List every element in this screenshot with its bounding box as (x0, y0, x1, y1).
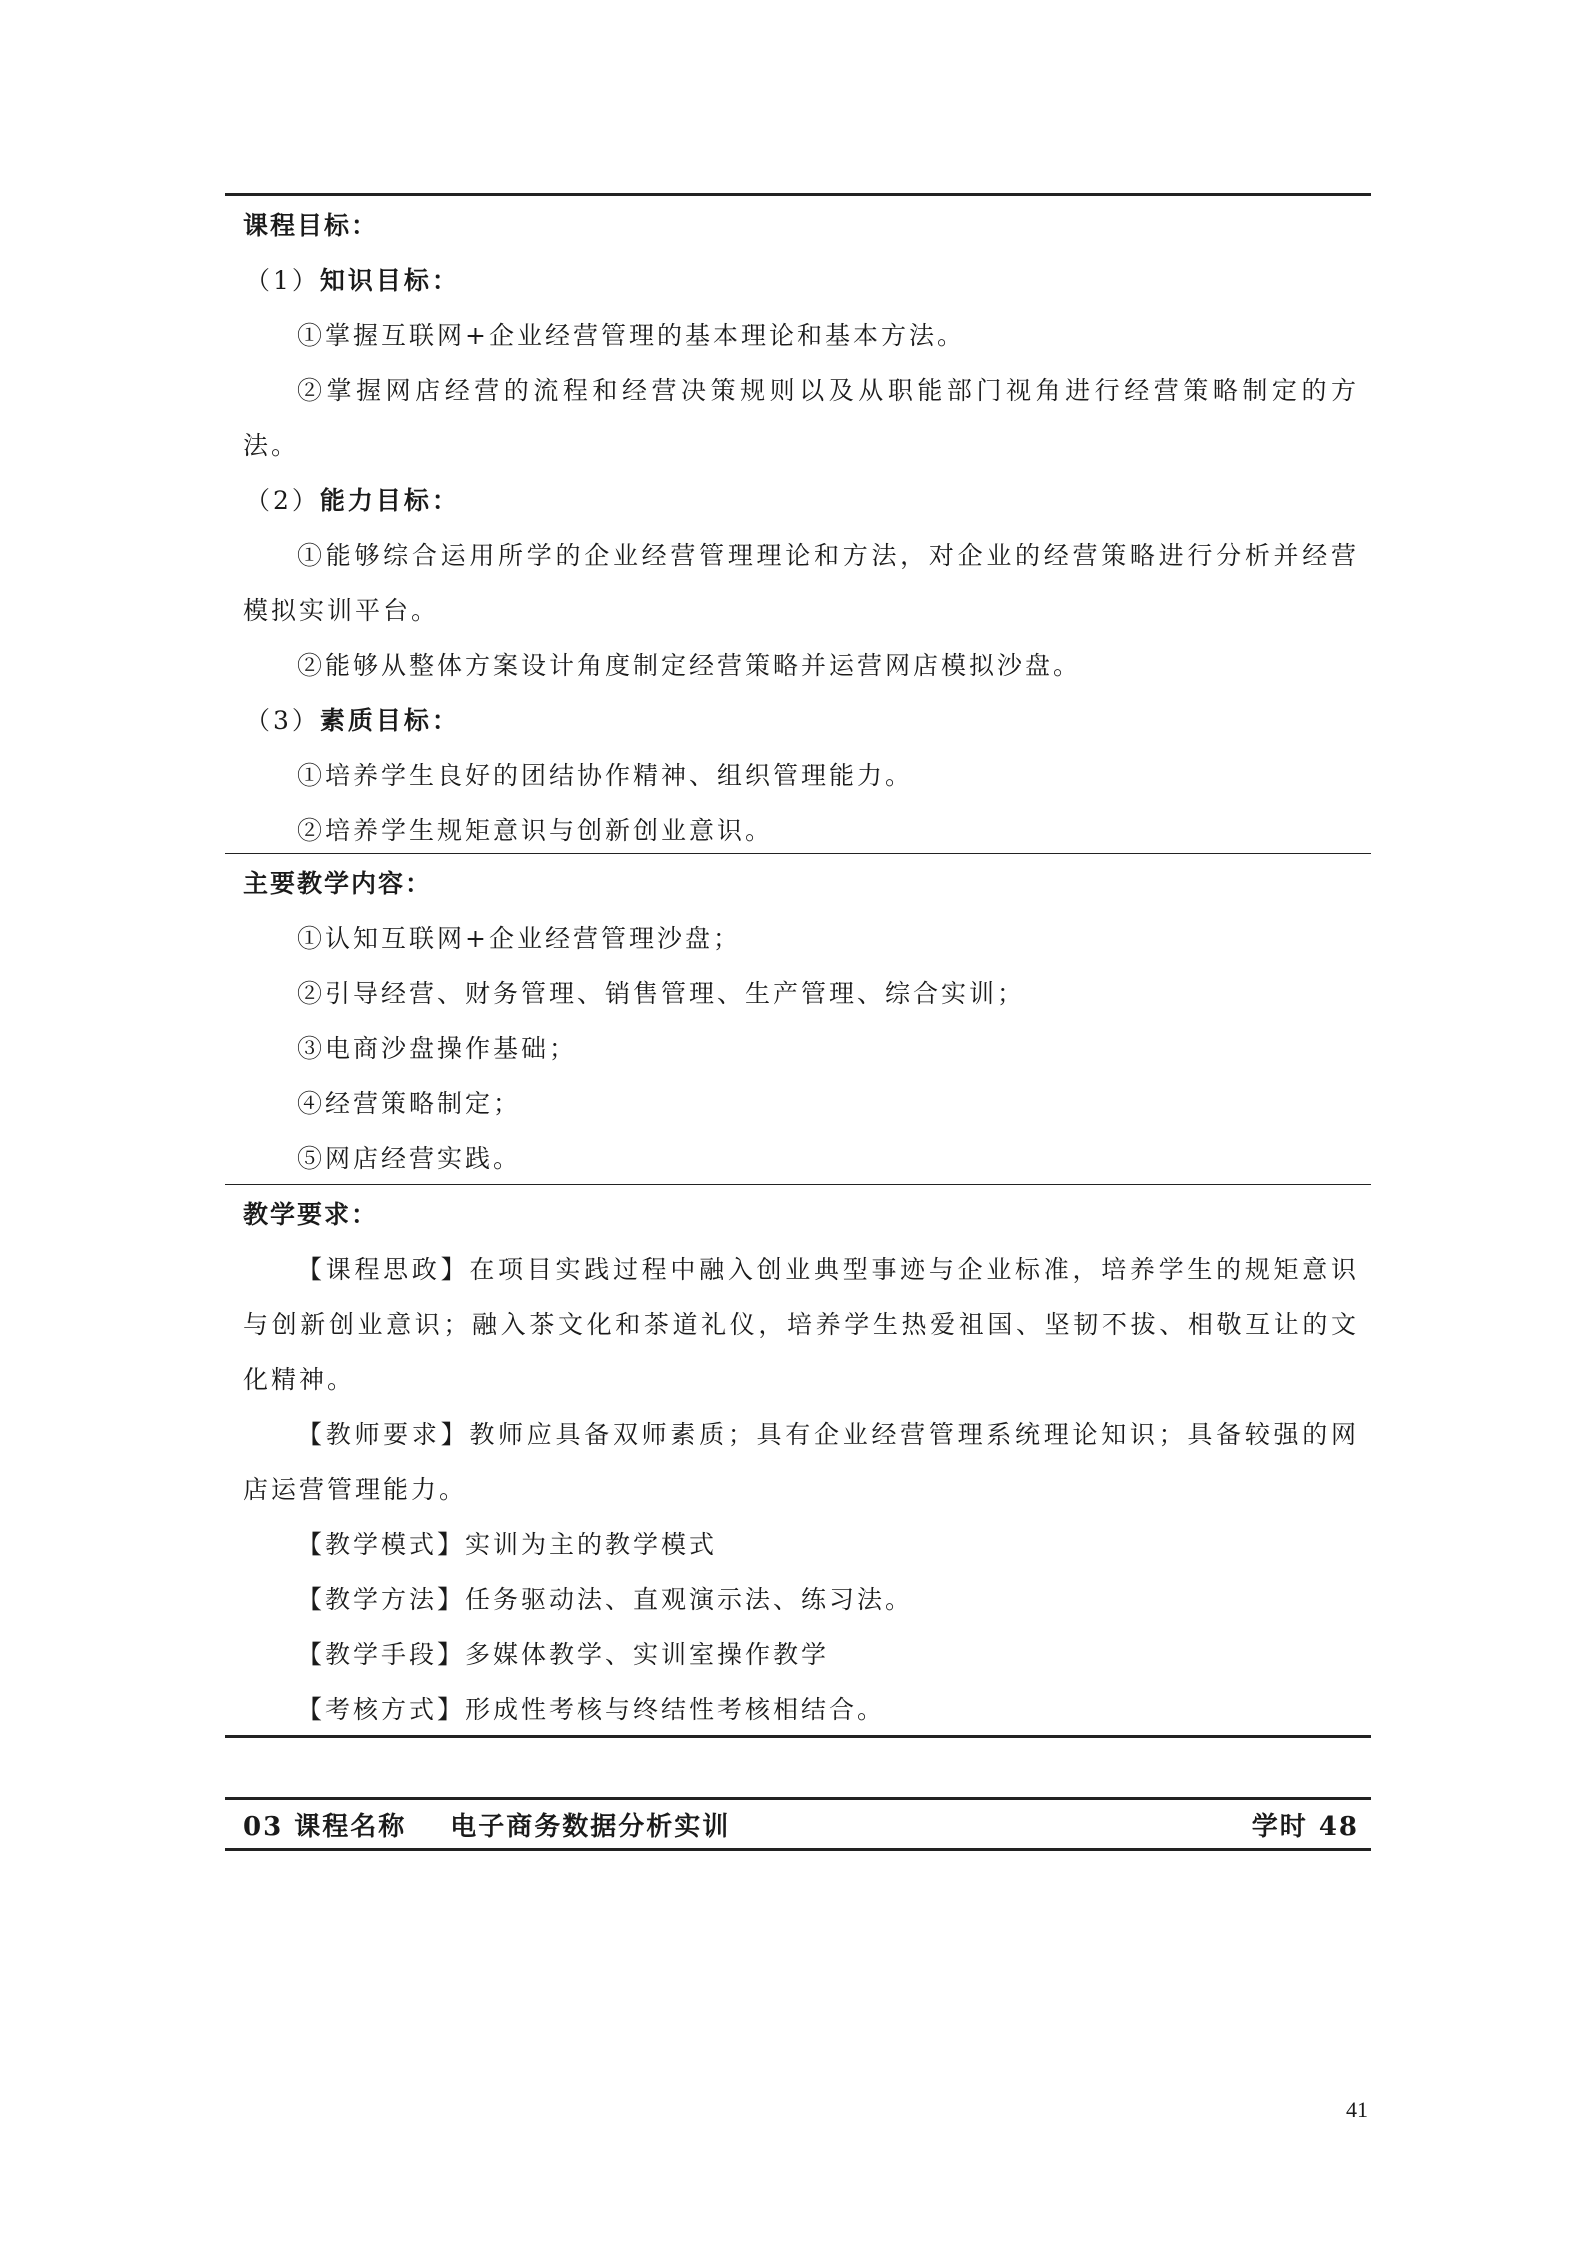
knowledge-goal-item: ①掌握互联网+企业经营管理的基本理论和基本方法。 (297, 321, 965, 350)
quality-goals-heading (243, 693, 1359, 748)
course-goals-heading: 课程目标： (243, 211, 379, 240)
requirement-item: 【考核方式】形成性考核与终结性考核相结合。 (297, 1695, 886, 1724)
knowledge-goal-item: ②掌握网店经营的流程和经营决策规则以及从职能部门视角进行经营策略制定的方法。 (243, 376, 1359, 460)
teaching-content-item: ②引导经营、财务管理、销售管理、生产管理、综合实训； (297, 979, 1026, 1008)
ability-goals-number: （2） (245, 486, 320, 515)
teaching-requirements-heading: 教学要求： (243, 1200, 379, 1229)
section-divider (225, 1184, 1371, 1185)
requirement-item: 【教师要求】教师应具备双师素质；具有企业经营管理系统理论知识；具备较强的网店运营管理能力。 (243, 1420, 1359, 1504)
knowledge-goals-label: 知识目标： (319, 266, 460, 295)
teaching-content-item: ③电商沙盘操作基础； (297, 1034, 578, 1063)
next-course-bottom-border (225, 1848, 1371, 1851)
next-course-name: 电子商务数据分析实训 (450, 1811, 731, 1842)
teaching-content-item: ④经营策略制定； (297, 1089, 522, 1118)
teaching-content-item: ⑤网店经营实践。 (297, 1144, 522, 1173)
next-course-hours: 学时 48 (1251, 1811, 1359, 1842)
table-bottom-border (225, 1735, 1371, 1738)
ability-goals-label: 能力目标： (319, 486, 460, 515)
next-course-code-label: 03 课程名称 (243, 1811, 407, 1842)
quality-goals-label: 素质目标： (319, 706, 460, 735)
ability-goals-heading (243, 473, 1359, 528)
quality-goals-number: （3） (245, 706, 320, 735)
requirement-item: 【教学手段】多媒体教学、实训室操作教学 (297, 1640, 830, 1669)
quality-goal-item: ②培养学生规矩意识与创新创业意识。 (297, 816, 774, 845)
knowledge-goals-heading (243, 253, 1359, 308)
teaching-requirements-section (243, 1187, 1359, 1737)
requirement-item: 【教学方法】任务驱动法、直观演示法、练习法。 (297, 1585, 914, 1614)
teaching-content-item: ①认知互联网+企业经营管理沙盘； (297, 924, 741, 953)
quality-goal-item: ①培养学生良好的团结协作精神、组织管理能力。 (297, 761, 914, 790)
section-divider (225, 853, 1371, 854)
next-course-header (243, 1800, 1359, 1848)
teaching-content-heading: 主要教学内容： (243, 869, 433, 898)
requirement-item: 【课程思政】在项目实践过程中融入创业典型事迹与企业标准，培养学生的规矩意识与创新创业意识；融入茶文化和茶道礼仪，培养学生热爱祖国、坚韧不拔、相敬互让的文化精神。 (243, 1255, 1359, 1394)
table-top-border (225, 193, 1371, 196)
ability-goal-item: ②能够从整体方案设计角度制定经营策略并运营网店模拟沙盘。 (297, 651, 1082, 680)
page-number: 41 (1346, 2097, 1368, 2122)
requirement-item: 【教学模式】实训为主的教学模式 (297, 1530, 718, 1559)
course-goals-section (243, 198, 1359, 858)
knowledge-goals-number: （1） (245, 266, 320, 295)
teaching-content-section (243, 856, 1359, 1186)
ability-goal-item: ①能够综合运用所学的企业经营管理理论和方法，对企业的经营策略进行分析并经营模拟实训平台。 (243, 541, 1359, 625)
